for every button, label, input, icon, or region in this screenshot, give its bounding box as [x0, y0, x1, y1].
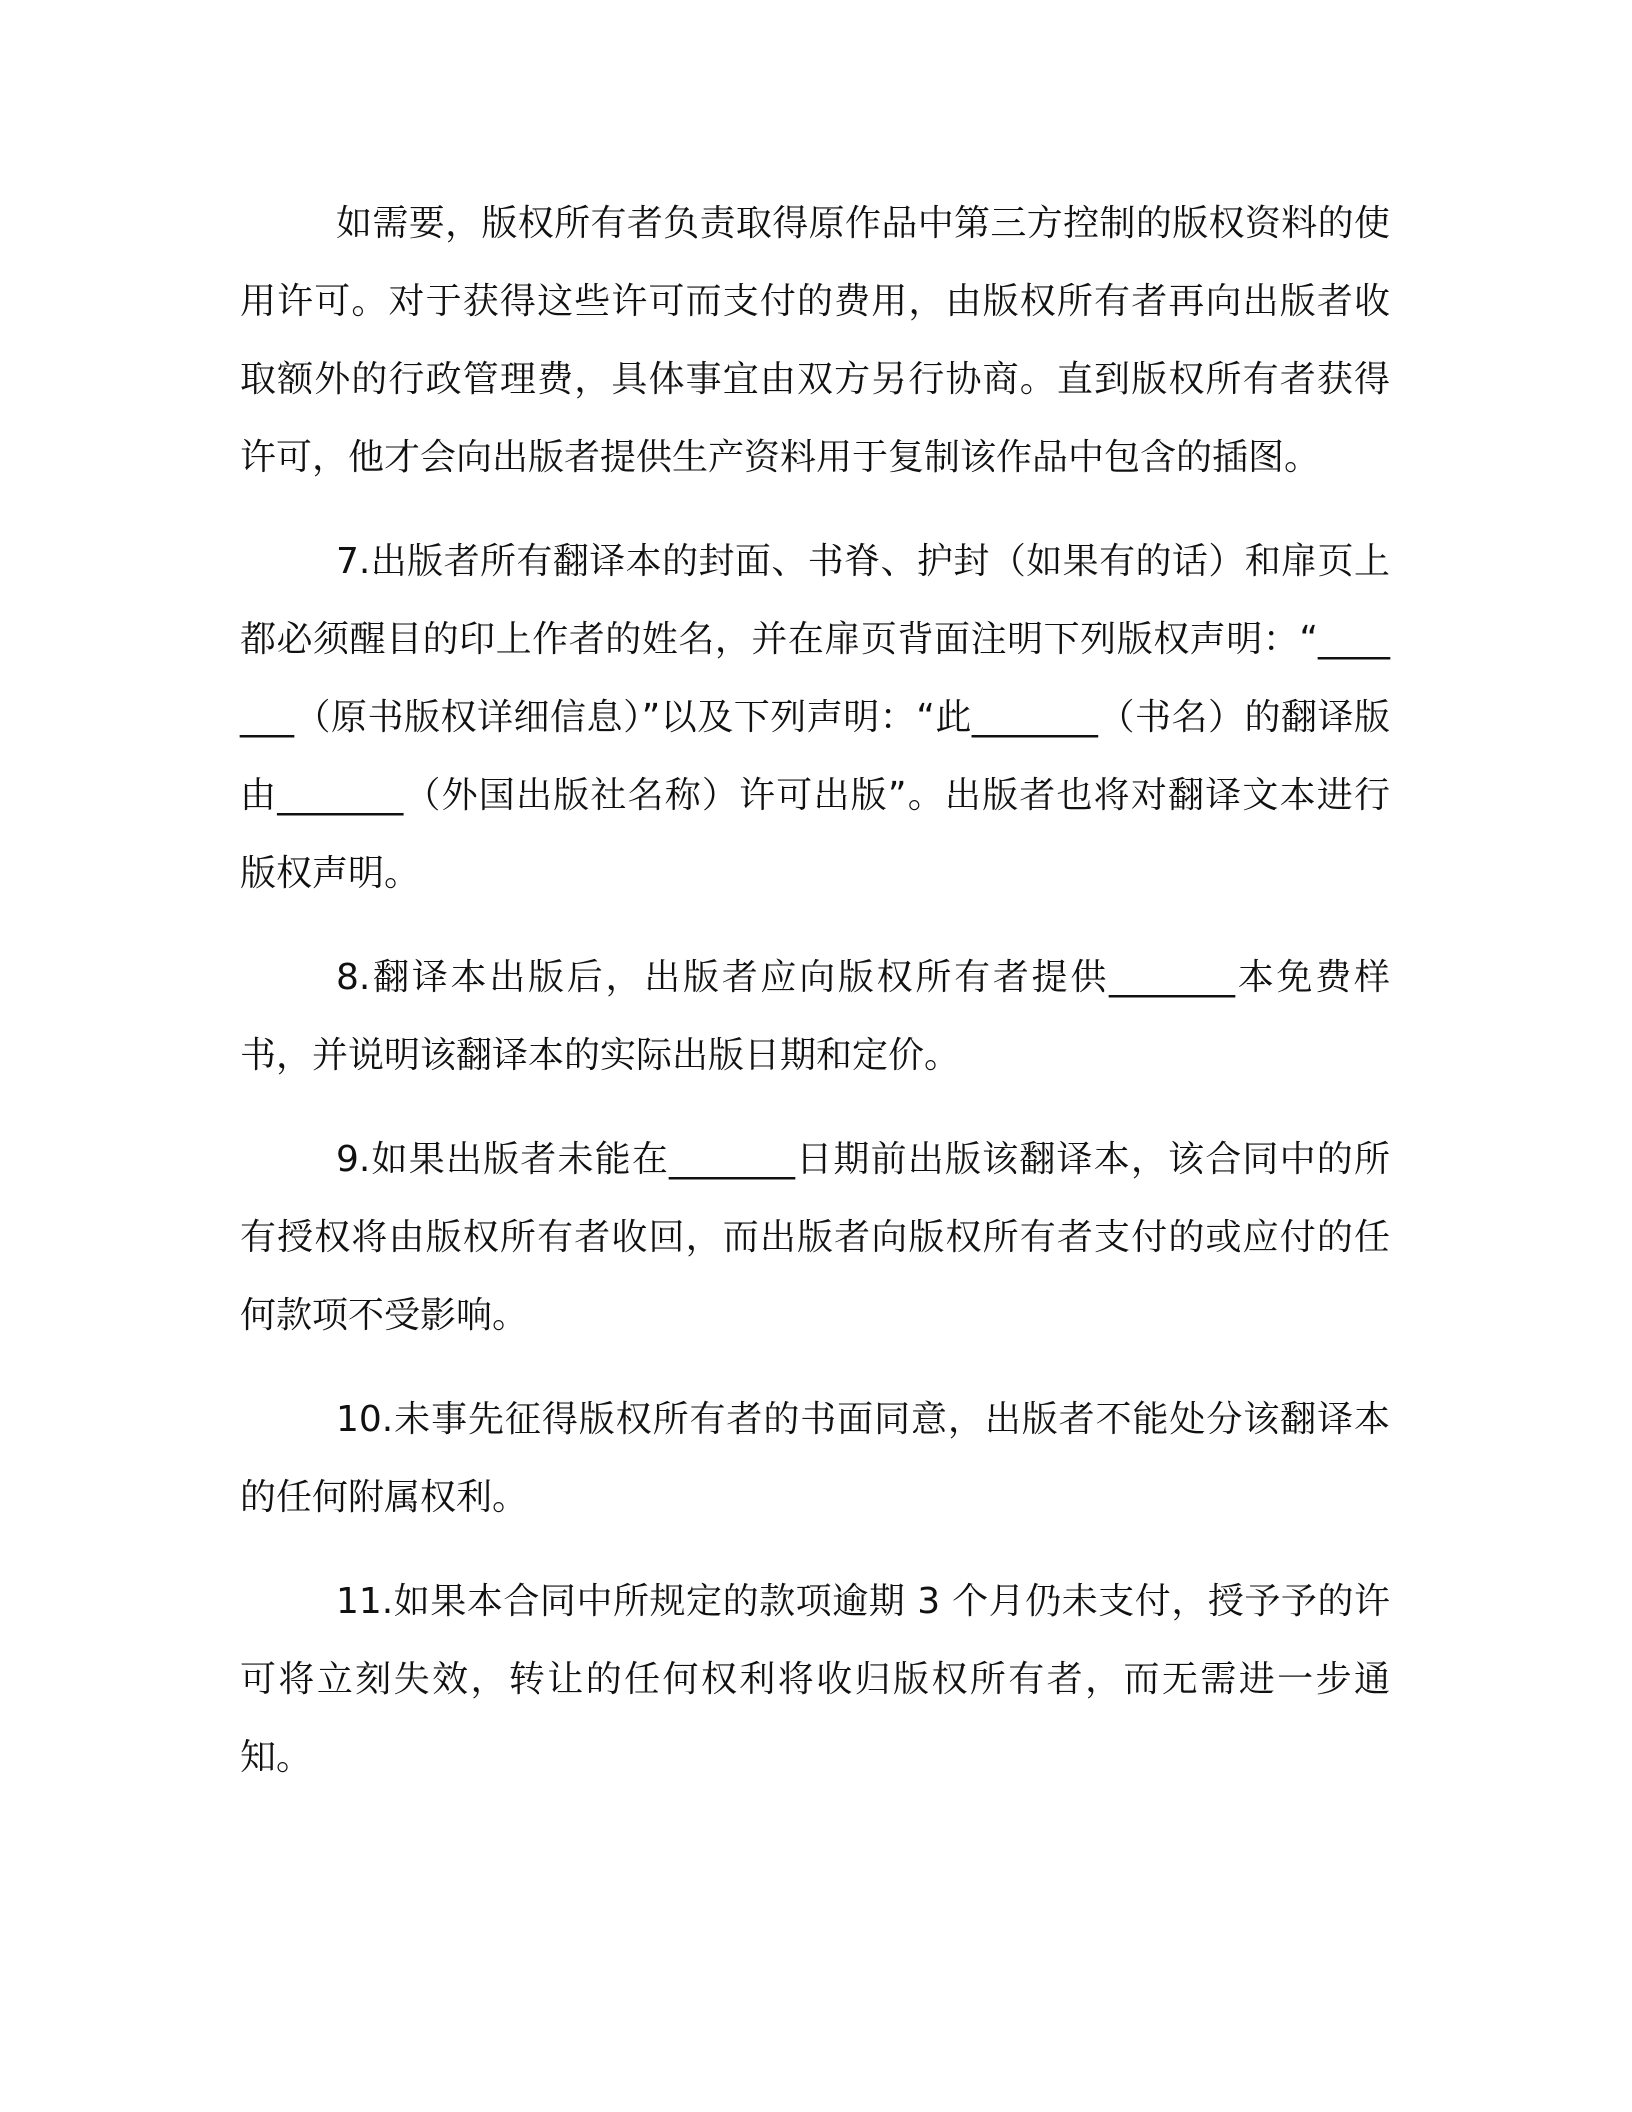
paragraph-clause-8: 8.翻译本出版后，出版者应向版权所有者提供_______本免费样书，并说明该翻译本的实际出版日期和定价。	[240, 957, 1390, 1076]
paragraph-clause-10: 10.未事先征得版权所有者的书面同意，出版者不能处分该翻译本的任何附属权利。	[240, 1399, 1390, 1518]
document-body	[240, 185, 1390, 1823]
paragraph-permissions: 如需要，版权所有者负责取得原作品中第三方控制的版权资料的使用许可。对于获得这些许可而支付的费用，由版权所有者再向出版者收取额外的行政管理费，具体事宜由双方另行协商。直到版权所有者获得许可，他才会向出版者提供生产资料用于复制该作品中包含的插图。	[240, 203, 1390, 478]
paragraph-clause-9: 9.如果出版者未能在_______日期前出版该翻译本，该合同中的所有授权将由版权所有者收回，而出版者向版权所有者支付的或应付的任何款项不受影响。	[240, 1139, 1390, 1336]
paragraph-clause-7: 7.出版者所有翻译本的封面、书脊、护封（如果有的话）和扉页上都必须醒目的印上作者的姓名，并在扉页背面注明下列版权声明：“_______（原书版权详细信息）”以及下列声明：“此_______（书名）的翻译版由_______（外国出版社名称）许可出版”。出版者也将对翻译文本进行版权声明。	[240, 541, 1390, 894]
paragraph-clause-11: 11.如果本合同中所规定的款项逾期 3 个月仍未支付，授予予的许可将立刻失效，转让的任何权利将收归版权所有者，而无需进一步通知。	[240, 1581, 1390, 1778]
